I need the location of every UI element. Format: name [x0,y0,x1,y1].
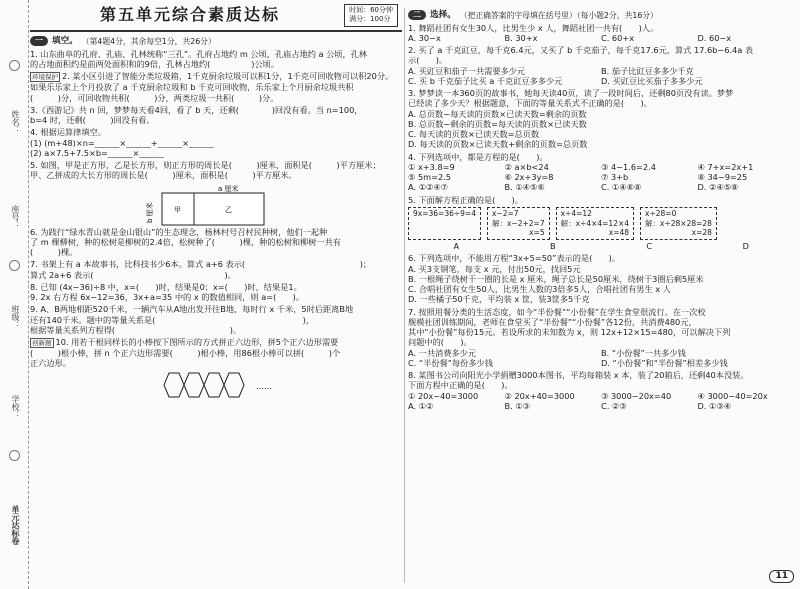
figure-square-rectangle [140,183,402,227]
option-text: ④ 7+x=2x+1 [697,161,754,172]
page-title: 第五单元综合素质达标 [100,5,281,24]
equation-boxes [408,207,794,240]
option-letter: A [453,241,460,252]
question-line: 7. 按照用餐分类的生活态度，如今“半份餐”“小份餐”在学生食堂很流行。在一次校 [408,306,706,317]
name-label: 姓名： [11,110,20,134]
full-score: 满分：100分 [349,15,391,24]
column-divider [404,8,405,583]
question-line: 其中“小份餐”每份15元。若设所求的未知数为 x，则 12x+12×15=480，可以解决下列 [408,327,731,338]
question-line: 5. 下面解方程正确的是( )。 [408,194,524,205]
equation-line: x÷28=0 [645,208,677,218]
page-number: 11 [769,570,794,583]
question-line [30,138,402,148]
exam-meta [344,4,398,27]
option-text: B. ①④⑤⑥ [504,182,545,193]
option-letter: D [742,241,749,252]
option-text: B. ①③ [504,400,531,411]
question-line [30,337,402,348]
equation-line: 9x=36=36÷9=4 [413,208,476,218]
section-2-note: （把正确答案的字母填在括号里）（每小题2分，共16分） [459,10,658,20]
section-1-note: （第4题4分，其余每空1分，共26分） [81,36,216,46]
question-tag: 创新题 [32,339,52,348]
question-item [30,304,402,335]
option-row [408,76,794,86]
question-line [30,49,402,59]
section-2-title: 选择。 [430,10,456,20]
question-line: 6. 下列选项中，不能用方程“3x+5=50”表示的是( )。 [408,253,621,264]
option-text: D. 一些橘子50千克，平均装 x 筐，装3筐多5千克 [408,294,590,305]
figure-svg [140,183,310,227]
option-text: B. “小份餐”一共多少钱 [601,347,686,358]
label-a: a 厘米 [218,184,239,193]
option-text: A. 一共消费多少元 [408,347,476,358]
option-text: ② a×b<24 [504,161,549,172]
option-text: D. ②④⑤⑧ [697,182,739,193]
question-line [30,237,402,247]
equation-box [487,207,550,240]
equation-box [640,207,717,240]
equation-line: 解：x−2+2=7 [491,218,545,228]
equation-line: x÷4=12 [560,208,592,218]
section-1-title: 填空。 [52,36,78,46]
choice-question [408,45,794,86]
brand-label: 单元达标卷 [11,505,20,545]
question-text: 2. 某小区引进了智能分类垃圾箱，1千克厨余垃圾可以积1分，1千克可回收物可以积20分。 [62,71,394,82]
question-line: 1. 舞蹈社团有女生30人，比男生少 x 人，舞蹈社团一共有( )人。 [408,22,659,33]
question-text: 还有140千米。题中的等量关系是( )， [30,314,315,325]
option-row [408,172,794,182]
question-line [30,358,402,368]
question-line [30,71,402,82]
question-text: (1) (m+48)×n=______×______+______×______ [30,137,214,148]
question-text: 1. 山东曲阜的孔府、孔庙、孔林统称“三孔”。孔府占地约 m 公顷，孔庙占地约 a 公顷，孔林 [30,48,368,59]
question-item [30,127,402,158]
option-text: C. 每天读的页数×已读天数=总页数 [408,129,540,140]
question-text: 5. 如图，甲是正方形，乙是长方形，则正方形的周长是( )厘米，面积是( )平方厘米； [30,160,381,171]
option-text: ⑧ 34−9=25 [697,172,748,183]
question-text: ( )分，可回收物共积( )分，两类垃圾一共积( )分。 [30,92,279,103]
question-line [30,93,402,103]
option-text: C. 60+x [601,32,635,43]
question-line [30,348,402,358]
question-text: 正六边形。 [30,358,71,369]
option-text: D. “小份餐”和“半份餐”相差多少钱 [601,357,728,368]
option-text: D. 买豇豆比买茄子多多少元 [601,75,703,86]
question-line [30,270,402,280]
question-text: 如果乐乐家上个月投放了 a 千克厨余垃圾和 b 千克可回收物，乐乐家上个月厨余垃圾共积 [30,82,354,93]
question-text: 8. 已知 (4x−36)÷8 中，x=( )时，结果是0；x=( )时，结果是1。 [30,281,302,292]
question-line: 下面方程中正确的是( )。 [408,380,513,391]
option-text: C. ②③ [601,400,627,411]
option-text: A. 总页数−每天读的页数×已读天数=剩余的页数 [408,108,587,119]
option-text: ① x+3.8=9 [408,161,455,172]
question-line [30,315,402,325]
option-text: D. 每天读的页数×已读天数+剩余的页数=总页数 [408,139,588,150]
question-text: 甲、乙拼成的大长方形的周长是( )厘米，面积是( )平方厘米。 [30,170,297,181]
option-text: ③ 3000−20x=40 [601,390,672,401]
question-line [30,148,402,158]
question-text: 9. 2x 右方程 6x−12=36，3x+a=35 中的 x 的数值相同，则 a=( )。 [30,292,305,303]
question-line [30,115,402,125]
option-text: A. ①② [408,400,434,411]
label-b: b 厘米 [146,201,154,223]
choice-question [408,370,794,411]
option-text: B. 30+x [504,32,538,43]
equation-letters [408,241,794,251]
question-line: 3. 梦梦读一本360页的故事书，她每天读40页，读了一段时间后，还剩80页没有读。梦梦 [408,88,734,99]
equation-line: x=28 [691,228,712,238]
option-text: ② 20x+40=3000 [504,390,575,401]
option-text: A. ①②④⑦ [408,182,449,193]
option-text: B. 一根绳子绕树干一圈的长是 x 厘米，绳子总长是50厘米，绕树干3圈后剩5厘米 [408,273,704,284]
option-row [408,33,794,43]
question-line [30,325,402,335]
question-line: 8. 某图书公司向阳光小学捐赠3000本图书，平均每箱装 x 本，装了20箱后，还剩40本没装。 [408,370,749,381]
option-text: ① 20x−40=3000 [408,390,479,401]
equation-box [556,207,634,240]
question-line [30,105,402,115]
question-text: 算式 2a+6 表示( )。 [30,269,236,280]
question-item [30,49,402,70]
right-column [408,0,794,413]
question-line [30,282,402,292]
binding-hole [9,260,20,271]
question-item [30,160,402,181]
question-item [30,227,402,258]
equation-box [408,207,481,240]
choice-question [408,23,794,44]
question-tag: 环境保护 [32,73,58,82]
question-line [30,160,402,170]
hexagon-svg [160,371,360,399]
equation-line: x=48 [608,228,630,238]
binding-margin [0,0,29,589]
equation-line: x−2=7 [491,208,519,218]
option-row [408,391,794,401]
equation-line: 解：x÷4×4=12×4 [560,218,630,228]
option-row [408,182,794,192]
question-text: 根据等量关系列方程得( )。 [30,324,242,335]
question-line [30,247,402,257]
option-text: ⑥ 2x+3y=8 [504,172,554,183]
question-line [30,304,402,314]
choice-question [408,152,794,193]
equation-line: 解：x÷28×28=28 [645,218,712,228]
question-line [30,82,402,92]
question-text: 了 m 棵柳树，种的松树是柳树的2.4倍，松树种了( )棵，种的松树和柳树一共有 [30,236,341,247]
equation-line: x=5 [529,228,545,238]
option-text: B. 茄子比豇豆多多少千克 [601,65,694,76]
option-text: C. “半份餐”每份多少钱 [408,357,493,368]
question-line: 舰模社团训练期间，老师在食堂买了“半份餐”“小份餐”各12份，共消费480元， [408,316,697,327]
section-1-questions [30,49,402,399]
question-text: 的占地面积约是前两处面积和的9倍，孔林占地约( )公顷。 [30,58,280,69]
option-text: B. 总页数−剩余的页数=每天读的页数×已读天数 [408,118,587,129]
question-text: (2) a×7.5+7.5×b=______×______ [30,147,164,158]
hexagon-shape [204,373,224,397]
choice-question [408,88,794,150]
hexagon-shape [164,373,184,397]
time-limit: 时间：60分钟 [349,6,393,14]
option-row [408,348,794,358]
option-text: C. 合唱社团有女生50人，比男生人数的3倍多5人，合唱社团有男生 x 人 [408,284,671,295]
section-2-header [408,10,794,21]
option-row [408,401,794,411]
option-text: D. ①③④ [697,400,732,411]
question-line [30,227,402,237]
question-text: 10. 用若干根同样长的小棒按下图所示的方式拼正六边形，拼5个正六边形需要 [55,337,339,348]
option-row [408,66,794,76]
seat-label: 座号： [11,205,20,229]
question-text: b=4 时，还剩( )回没有看。 [30,115,155,126]
section-1-badge: 一 [30,36,48,46]
choice-question [408,253,794,304]
question-line: 4. 下列选项中，都是方程的是( )。 [408,151,548,162]
question-line [30,170,402,180]
option-letter: B [549,241,556,252]
question-line [30,127,402,137]
option-text: ⑦ 3+b [601,172,629,183]
question-text: ( )棵。 [30,247,78,258]
question-line [30,59,402,69]
option-text: D. 60−x [697,32,732,43]
question-text: ( )根小棒，拼 n 个正六边形需要( )根小棒，用86根小棒可以拼( )个 [30,348,341,359]
section-1-header [30,36,402,47]
title-bar [30,0,402,32]
question-line [30,259,402,269]
section-2-questions [408,23,794,412]
option-text: A. 买豇豆和茄子一共需要多少元 [408,65,526,76]
question-item [30,105,402,126]
hexagon-shape [224,373,244,397]
option-text: A. 买3支钢笔，每支 x 元，付出50元，找回5元 [408,263,581,274]
question-line: 2. 买了 a 千克豇豆，每千克6.4元，又买了 b 千克茄子，每千克17.6元，算式 17.6b−6.4a 表 [408,45,754,56]
question-item [30,259,402,280]
question-item [30,337,402,369]
question-item [30,282,402,303]
hexagon-ellipsis: …… [256,381,272,391]
label-yi: 乙 [225,205,232,214]
option-text: ④ 3000−40=20x [697,390,768,401]
school-label: 学校： [11,395,20,419]
question-text: 6. 为践行“绿水青山就是金山银山”的生态理念，杨林村号召村民种树，他们一起种 [30,226,328,237]
binding-hole [9,60,20,71]
option-text: C. 买 b 千克茄子比买 a 千克豇豆多多少元 [408,75,563,86]
option-row [408,358,794,368]
label-jia: 甲 [174,205,181,214]
option-text: A. 30−x [408,32,441,43]
option-text: ⑤ 5m=2.5 [408,172,452,183]
question-line: 示( )。 [408,55,448,66]
figure-hexagon-chain [160,371,402,399]
class-label: 班级： [11,305,20,329]
left-column [30,0,402,399]
option-row [408,162,794,172]
question-line: 已经读了多少天？根据题意，下面的等量关系式不正确的是( )。 [408,98,652,109]
choice-question [408,307,794,369]
option-letter: C [646,241,653,252]
option-text: ③ 4−1.6=2.4 [601,161,656,172]
section-2-badge: 二 [408,10,426,20]
question-item [30,71,402,103]
question-line [30,292,402,302]
choice-question [408,195,794,252]
question-line: 问题中的( )。 [408,337,472,348]
question-text: 4. 根据运算律填空。 [30,127,106,138]
question-text: 3.《西游记》共 n 回，梦梦每天看4回，看了 b 天，还剩( )回没有看。当 n=100， [30,104,363,115]
binding-hole [9,450,20,461]
hexagon-shape [184,373,204,397]
question-text: 9. A、B两地相距520千米，一辆汽车从A地出发开往B地，每时行 x 千米，5时后距离B地 [30,304,354,315]
question-text: 7. 书架上有 a 本故事书，比科技书少6本。算式 a+6 表示( )； [30,259,372,270]
option-text: C. ①④⑥⑧ [601,182,642,193]
